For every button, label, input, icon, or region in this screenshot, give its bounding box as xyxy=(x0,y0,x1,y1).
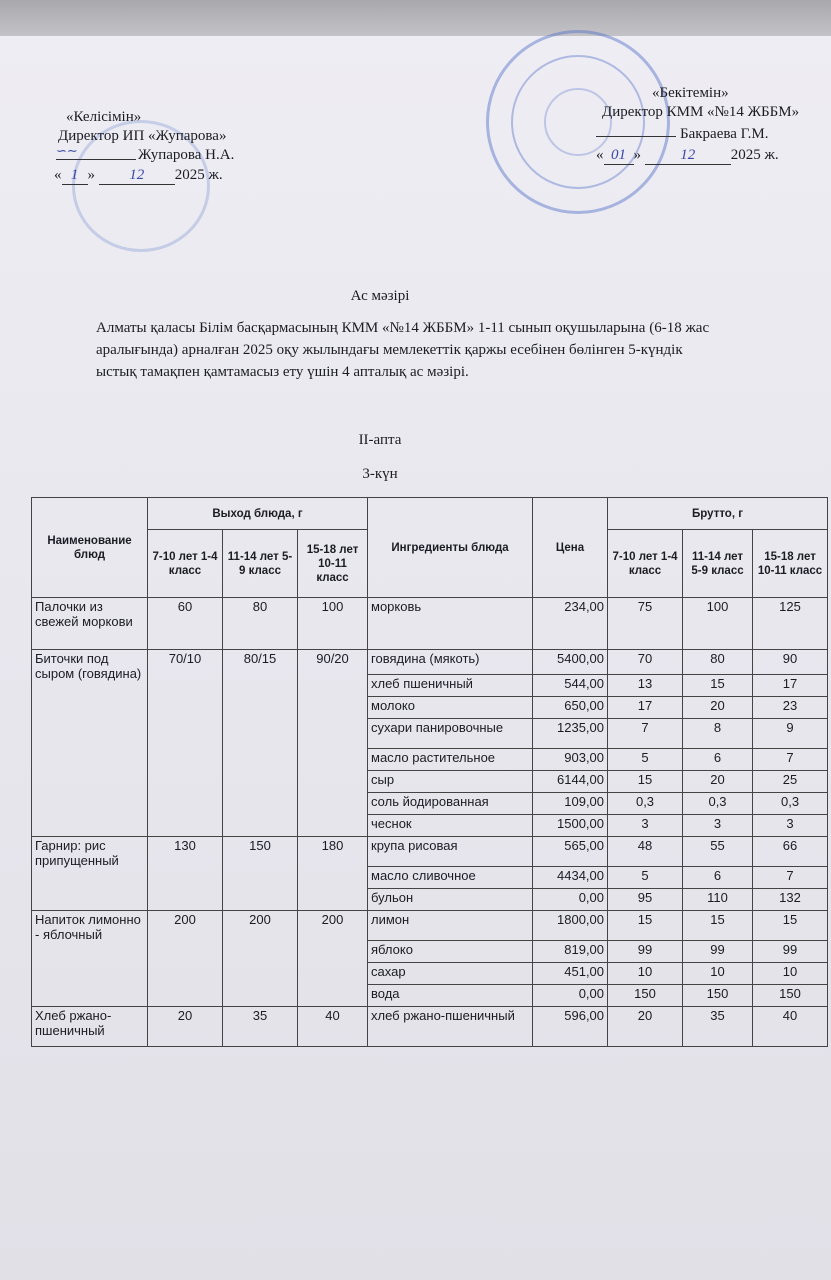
brutto-7-10-cell: 15 xyxy=(608,911,683,941)
brutto-11-14-cell: 35 xyxy=(683,1007,753,1047)
brutto-11-14-cell: 6 xyxy=(683,867,753,889)
brutto-7-10-cell: 15 xyxy=(608,771,683,793)
output-11-14-cell: 35 xyxy=(223,1007,298,1047)
brutto-11-14-cell: 8 xyxy=(683,719,753,749)
brutto-7-10-cell: 70 xyxy=(608,650,683,675)
header-output: Выход блюда, г xyxy=(148,498,368,530)
document-title: Ас мәзірі xyxy=(350,288,410,304)
brutto-11-14-cell: 100 xyxy=(683,598,753,650)
approved-name: Бакраева Г.М. xyxy=(680,126,769,142)
ingredient-cell: сыр xyxy=(368,771,533,793)
table-row xyxy=(32,1007,828,1047)
ingredient-cell: крупа рисовая xyxy=(368,837,533,867)
table-row xyxy=(32,911,828,941)
ingredient-cell: яблоко xyxy=(368,941,533,963)
brutto-15-18-cell: 66 xyxy=(753,837,828,867)
brutto-7-10-cell: 5 xyxy=(608,867,683,889)
output-7-10-cell: 200 xyxy=(148,911,223,1007)
brutto-7-10-cell: 13 xyxy=(608,675,683,697)
ingredient-cell: хлеб ржано-пшеничный xyxy=(368,1007,533,1047)
ingredient-cell: бульон xyxy=(368,889,533,911)
dish-name-cell: Напиток лимонно - яблочный xyxy=(32,911,148,1007)
output-15-18-cell: 200 xyxy=(298,911,368,1007)
ingredient-cell: морковь xyxy=(368,598,533,650)
dish-name-cell: Палочки из свежей моркови xyxy=(32,598,148,650)
table-row xyxy=(32,650,828,675)
brutto-15-18-cell: 25 xyxy=(753,771,828,793)
price-cell: 234,00 xyxy=(533,598,608,650)
brutto-7-10-cell: 17 xyxy=(608,697,683,719)
price-cell: 5400,00 xyxy=(533,650,608,675)
ingredient-cell: лимон xyxy=(368,911,533,941)
ingredient-cell: хлеб пшеничный xyxy=(368,675,533,697)
output-11-14-cell: 150 xyxy=(223,837,298,911)
agreed-name: Жупарова Н.А. xyxy=(138,147,235,163)
ingredient-cell: чеснок xyxy=(368,815,533,837)
output-15-18-cell: 90/20 xyxy=(298,650,368,837)
brutto-11-14-cell: 3 xyxy=(683,815,753,837)
brutto-11-14-cell: 80 xyxy=(683,650,753,675)
brutto-7-10-cell: 20 xyxy=(608,1007,683,1047)
output-7-10-cell: 130 xyxy=(148,837,223,911)
brutto-7-10-cell: 10 xyxy=(608,963,683,985)
brutto-7-10-cell: 48 xyxy=(608,837,683,867)
brutto-7-10-cell: 0,3 xyxy=(608,793,683,815)
header-ingredients: Ингредиенты блюда xyxy=(368,498,533,598)
approved-director: Директор КММ «№14 ЖББМ» xyxy=(602,104,800,120)
ingredient-cell: масло сливочное xyxy=(368,867,533,889)
brutto-7-10-cell: 5 xyxy=(608,749,683,771)
header-output-15-18: 15-18 лет 10-11 класс xyxy=(298,530,368,598)
signature-right xyxy=(596,120,676,137)
brutto-15-18-cell: 3 xyxy=(753,815,828,837)
brutto-15-18-cell: 132 xyxy=(753,889,828,911)
price-cell: 0,00 xyxy=(533,985,608,1007)
output-11-14-cell: 200 xyxy=(223,911,298,1007)
price-cell: 1500,00 xyxy=(533,815,608,837)
brutto-15-18-cell: 7 xyxy=(753,867,828,889)
brutto-15-18-cell: 23 xyxy=(753,697,828,719)
price-cell: 903,00 xyxy=(533,749,608,771)
price-cell: 4434,00 xyxy=(533,867,608,889)
header-brutto: Брутто, г xyxy=(608,498,828,530)
approved-date: « 01 » 12 2025 ж. xyxy=(596,147,779,163)
brutto-15-18-cell: 17 xyxy=(753,675,828,697)
brutto-15-18-cell: 40 xyxy=(753,1007,828,1047)
menu-table xyxy=(31,497,828,1047)
ingredient-cell: говядина (мякоть) xyxy=(368,650,533,675)
header-output-7-10: 7-10 лет 1-4 класс xyxy=(148,530,223,598)
output-11-14-cell: 80/15 xyxy=(223,650,298,837)
price-cell: 6144,00 xyxy=(533,771,608,793)
brutto-11-14-cell: 10 xyxy=(683,963,753,985)
ingredient-cell: молоко xyxy=(368,697,533,719)
price-cell: 451,00 xyxy=(533,963,608,985)
header-brutto-11-14: 11-14 лет 5-9 класс xyxy=(683,530,753,598)
price-cell: 109,00 xyxy=(533,793,608,815)
ingredient-cell: вода xyxy=(368,985,533,1007)
brutto-11-14-cell: 20 xyxy=(683,771,753,793)
header-brutto-15-18: 15-18 лет 10-11 класс xyxy=(753,530,828,598)
brutto-15-18-cell: 0,3 xyxy=(753,793,828,815)
brutto-7-10-cell: 75 xyxy=(608,598,683,650)
brutto-7-10-cell: 99 xyxy=(608,941,683,963)
price-cell: 565,00 xyxy=(533,837,608,867)
header-dish-name: Наименование блюд xyxy=(32,498,148,598)
agreed-date: « 1 » 12 2025 ж. xyxy=(54,167,223,183)
brutto-15-18-cell: 150 xyxy=(753,985,828,1007)
brutto-15-18-cell: 15 xyxy=(753,911,828,941)
ingredient-cell: сухари панировочные xyxy=(368,719,533,749)
week-label: II-апта xyxy=(358,432,402,448)
agreed-header: «Келісімін» xyxy=(66,109,142,125)
brutto-15-18-cell: 90 xyxy=(753,650,828,675)
ingredient-cell: масло растительное xyxy=(368,749,533,771)
dish-name-cell: Биточки под сыром (говядина) xyxy=(32,650,148,837)
price-cell: 819,00 xyxy=(533,941,608,963)
price-cell: 544,00 xyxy=(533,675,608,697)
price-cell: 1800,00 xyxy=(533,911,608,941)
brutto-7-10-cell: 95 xyxy=(608,889,683,911)
table-row xyxy=(32,598,828,650)
brutto-11-14-cell: 55 xyxy=(683,837,753,867)
brutto-11-14-cell: 110 xyxy=(683,889,753,911)
brutto-7-10-cell: 150 xyxy=(608,985,683,1007)
price-cell: 650,00 xyxy=(533,697,608,719)
brutto-15-18-cell: 9 xyxy=(753,719,828,749)
output-7-10-cell: 20 xyxy=(148,1007,223,1047)
price-cell: 1235,00 xyxy=(533,719,608,749)
header-brutto-7-10: 7-10 лет 1-4 класс xyxy=(608,530,683,598)
approved-header: «Бекітемін» xyxy=(652,85,729,101)
output-15-18-cell: 100 xyxy=(298,598,368,650)
price-cell: 0,00 xyxy=(533,889,608,911)
price-cell: 596,00 xyxy=(533,1007,608,1047)
brutto-11-14-cell: 6 xyxy=(683,749,753,771)
menu-table-body xyxy=(32,598,828,1047)
agreed-director: Директор ИП «Жупарова» xyxy=(58,128,227,144)
output-7-10-cell: 60 xyxy=(148,598,223,650)
brutto-11-14-cell: 99 xyxy=(683,941,753,963)
brutto-15-18-cell: 7 xyxy=(753,749,828,771)
brutto-15-18-cell: 10 xyxy=(753,963,828,985)
header-price: Цена xyxy=(533,498,608,598)
brutto-11-14-cell: 0,3 xyxy=(683,793,753,815)
header-output-11-14: 11-14 лет 5-9 класс xyxy=(223,530,298,598)
ingredient-cell: сахар xyxy=(368,963,533,985)
brutto-11-14-cell: 15 xyxy=(683,911,753,941)
output-15-18-cell: 180 xyxy=(298,837,368,911)
brutto-11-14-cell: 150 xyxy=(683,985,753,1007)
brutto-7-10-cell: 7 xyxy=(608,719,683,749)
brutto-15-18-cell: 125 xyxy=(753,598,828,650)
brutto-7-10-cell: 3 xyxy=(608,815,683,837)
table-row xyxy=(32,837,828,867)
dish-name-cell: Гарнир: рис припущенный xyxy=(32,837,148,911)
ingredient-cell: соль йодированная xyxy=(368,793,533,815)
intro-paragraph: Алматы қаласы Білім басқармасының КММ «№14 ЖББМ» 1-11 сынып оқушыларына (6-18 жас аралығында) арналған 2025 оқу жылындағы мемлекеттік қаржы есебінен бөлінген 5-күндік ыстық тамақпен қамтамасыз ету үшін 4 апталық ас мәзірі. xyxy=(96,320,710,380)
output-15-18-cell: 40 xyxy=(298,1007,368,1047)
dish-name-cell: Хлеб ржано-пшеничный xyxy=(32,1007,148,1047)
brutto-15-18-cell: 99 xyxy=(753,941,828,963)
desk-background xyxy=(0,0,831,40)
day-label: 3-күн xyxy=(362,466,398,482)
output-11-14-cell: 80 xyxy=(223,598,298,650)
brutto-11-14-cell: 15 xyxy=(683,675,753,697)
brutto-11-14-cell: 20 xyxy=(683,697,753,719)
signature-left: ∽∼ xyxy=(56,143,136,160)
output-7-10-cell: 70/10 xyxy=(148,650,223,837)
